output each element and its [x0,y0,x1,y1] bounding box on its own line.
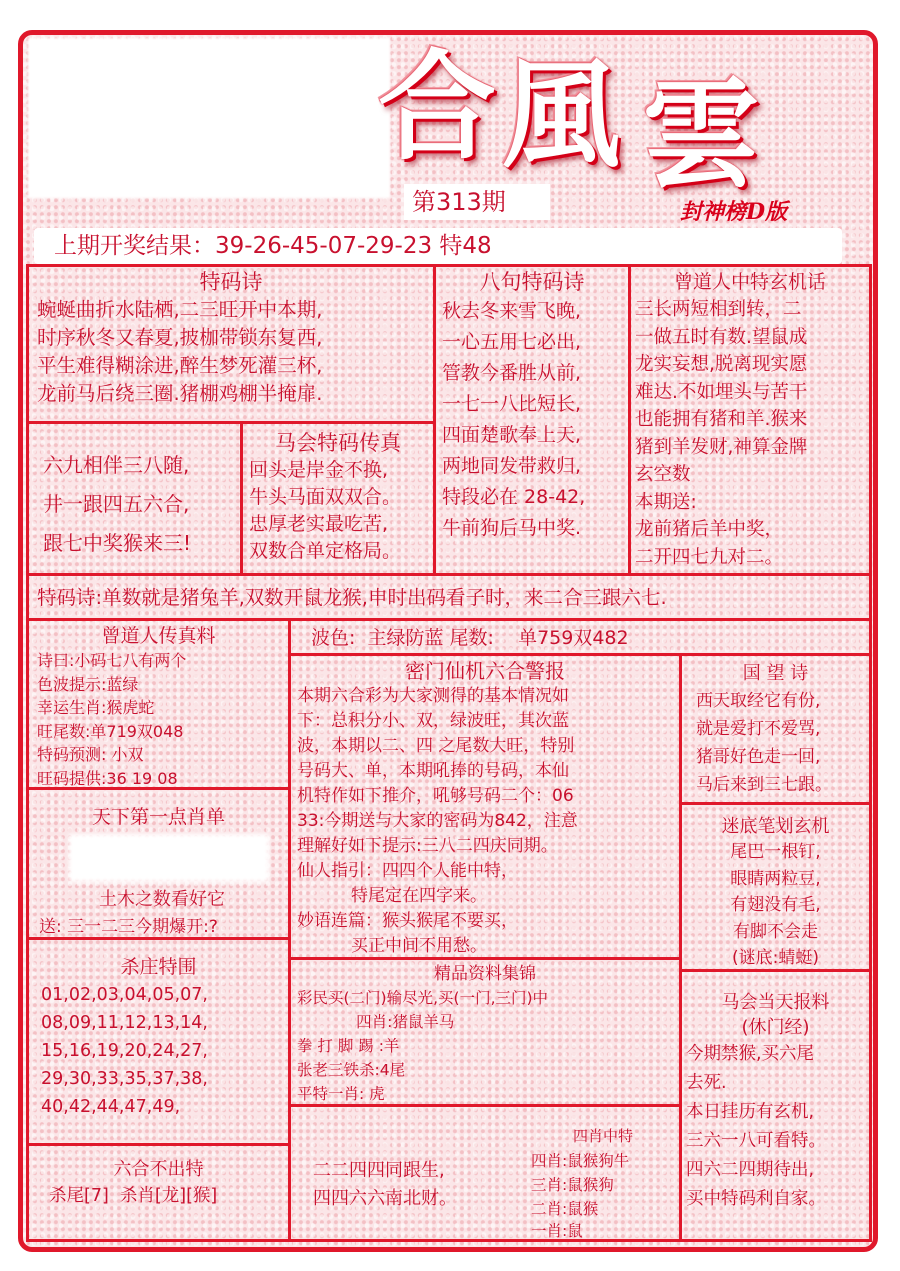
blurred-logo-area [28,38,390,198]
six-nine-box [26,421,243,576]
zeng-line: 本期送: [635,491,697,513]
four-line: 一肖:鼠 [531,1222,583,1240]
mahui-day-title: 马会当天报料 [721,992,830,1013]
guowang-line: 西天取经它有份, [696,691,821,711]
kill-line: 01,02,03,04,05,07, [41,985,208,1005]
four-line: 四肖:鼠猴狗牛 [531,1152,630,1170]
mahui-day-line: 三六一八可看特。 [686,1131,826,1151]
secret-box [288,653,682,960]
eight-line: 一心五用七必出, [442,331,582,353]
secret-line: 妙语连篇：猴头猴尾不要买， [297,911,518,931]
mahui-day-line: 本日挂历有玄机, [686,1102,815,1122]
zeng-fax-line: 特码预测: 小双 [37,745,144,764]
four-title: 四肖中特 [573,1127,634,1145]
couplet-box [288,1104,682,1242]
zeng-line: 玄空数 [635,464,691,485]
jingpin-title: 精品资料集锦 [434,964,536,984]
zeng-fax-line: 诗曰:小码七八有两个 [37,651,187,670]
riddle-box [679,802,872,972]
eight-line: 四面楚歌奉上天, [442,424,582,446]
kill-line: 08,09,11,12,13,14, [41,1013,208,1033]
zeng-fax-line: 色波提示:蓝绿 [37,674,139,694]
zeng-box [628,264,872,576]
secret-line: 理解好如下提示:三八二四庆同期。 [297,836,558,856]
mahui-fax-title: 马会特码传真 [275,431,401,455]
poem-line: 龙前马后绕三圈.猪棚鸡棚半掩扉. [37,382,323,405]
guowang-line: 就是爱打不爱骂, [696,719,821,739]
zeng-line: 二开四七九对二。 [635,546,784,568]
secret-line: 机特作如下推介，吼够号码二个：06 [297,786,574,806]
eight-line: 管教今番胜从前, [442,362,582,384]
zeng-line: 猪到羊发财,神算金牌 [635,436,808,458]
secret-line: 号码大、单，本期吼捧的号码，本仙 [297,761,569,781]
riddle-line: 有翅没有毛, [730,895,821,915]
jingpin-line: 彩民买(二门)输尽光,买(一门,三门)中 [297,989,549,1007]
edition-label: 封神榜D版 [680,199,788,225]
riddle-line: 眼睛两粒豆, [730,868,821,889]
mahui-fax-box [240,421,436,576]
tianxia-box [26,787,291,940]
last-draw-result: 上期开奖结果：39-26-45-07-29-23 特48 [34,228,842,264]
secret-line: 仙人指引：四四个人能中特， [297,861,518,881]
four-line: 二肖:鼠猴 [531,1200,599,1218]
noshow-title: 六合不出特 [113,1159,204,1180]
mahui-day-line: 去死. [686,1073,727,1093]
six-nine-line: 井一跟四五六合, [43,492,190,516]
mahui-fax-line: 双数合单定格局。 [249,540,402,562]
jingpin-line: 四肖:猪鼠羊马 [297,1013,455,1031]
title-char-3: 雲 [642,65,761,204]
couplet-line: 二二四四同跟生, [313,1160,445,1181]
poem-line: 平生难得糊涂进,醉生梦死灌三杯, [37,354,323,377]
zeng-fax-line: 旺码提供:36 19 08 [37,768,178,788]
kill-title: 杀庄特围 [120,956,197,978]
riddle-title: 迷底笔划玄机 [721,816,830,837]
issue-number: 第313期 [404,184,550,220]
eight-line: 两地同发带救归, [442,455,582,477]
eight-line-title: 八句特码诗 [479,270,585,294]
zeng-fax-title: 曾道人传真料 [101,625,216,647]
zeng-line: 龙实妄想,脱离现实愿 [635,354,808,375]
poem-line: 蜿蜒曲折水陆栖,二三旺开中本期, [37,298,323,321]
jingpin-line: 平特一肖: 虎 [297,1085,385,1103]
jingpin-line: 拳 打 脚 踢 :羊 [297,1037,400,1055]
zeng-line: 龙前猪后羊中奖， [635,519,784,540]
poem-line: 时序秋冬又春夏,披枷带锁东复西, [37,326,323,349]
secret-line: 波，本期以二、四 之尾数大旺，特别 [297,736,575,756]
mahui-day-line: 买中特码利自家。 [686,1189,826,1209]
kill-box [26,937,291,1146]
wave-box [288,618,872,656]
zeng-line: 一做五时有数.望鼠成 [635,326,808,348]
title-char-2: 風 [502,45,621,184]
riddle-line: (谜底:蜻蜓) [732,948,819,968]
zeng-fax-box [26,618,291,790]
mahui-day-subtitle: (休门经) [741,1017,810,1038]
zeng-fax-line: 旺尾数:单719双048 [37,721,184,741]
riddle-line: 有脚不会走 [733,921,818,942]
banner-box [26,573,872,621]
poem-box [26,264,436,424]
guowang-box [679,653,872,805]
zeng-title: 曾道人中特玄机话 [673,271,826,293]
tianxia-title: 天下第一点肖单 [91,806,225,828]
eight-line: 特段必在 28-42, [442,486,586,508]
guowang-title: 国 望 诗 [742,663,809,684]
zeng-line: 三长两短相到转，二 [635,299,802,320]
mahui-fax-line: 牛头马面双双合。 [249,486,402,508]
mahui-day-line: 今期禁猴,买六尾 [686,1044,815,1064]
jingpin-line: 张老三铁杀:4尾 [297,1061,406,1079]
kill-line: 40,42,44,47,49, [41,1097,181,1117]
tianxia-line: 送: 三一二三今期爆开:? [39,917,218,937]
riddle-line: 尾巴一根钉, [730,842,821,862]
noshow-box [26,1143,291,1242]
four-line: 三肖:鼠猴狗 [531,1176,614,1194]
mahui-day-box [679,969,872,1242]
zeng-line: 也能拥有猪和羊.猴来 [635,409,808,430]
zeng-fax-line: 幸运生肖:猴虎蛇 [37,698,155,717]
secret-title: 密门仙机六合警报 [405,659,565,683]
guowang-line: 马后来到三七跟。 [696,775,832,795]
tianxia-line: 土木之数看好它 [99,889,225,910]
secret-line: 买正中间不用愁。 [297,936,488,956]
secret-line: 下：总积分小、双，绿波旺，其次蓝 [297,711,569,731]
secret-line: 33:今期送与大家的密码为842，注意 [297,811,578,831]
zeng-line: 难达.不如埋头与苦干 [635,381,808,403]
eight-line: 牛前狗后马中奖. [442,517,582,539]
wave-text: 波色: 主绿防蓝 尾数: 单759双482 [311,627,629,649]
noshow-line: 杀尾[7] 杀肖[龙][猴] [49,1186,218,1206]
six-nine-line: 六九相伴三八随, [43,453,190,477]
mahui-fax-line: 回头是岸金不换, [249,459,389,481]
poem-title: 特码诗 [199,270,263,294]
mahui-fax-line: 忠厚老实最吃苦, [249,513,389,535]
secret-line: 本期六合彩为大家测得的基本情况如 [297,686,569,706]
six-nine-line: 跟七中奖猴来三! [43,531,192,555]
banner-text: 特码诗:单数就是猪兔羊,双数开鼠龙猴,申时出码看子时，来二合三跟六七. [37,586,667,609]
kill-line: 29,30,33,35,37,38, [41,1069,208,1089]
kill-line: 15,16,19,20,24,27, [41,1041,208,1061]
guowang-line: 猪哥好色走一回, [696,747,821,767]
couplet-line: 四四六六南北财。 [313,1188,457,1209]
eight-line-box [433,264,631,576]
blurred-area [69,834,269,882]
secret-line: 特尾定在四字来。 [297,886,488,906]
eight-line: 秋去冬来雪飞晚, [442,300,582,322]
eight-line: 一七一八比短长, [442,393,582,415]
jingpin-box [288,957,682,1107]
mahui-day-line: 四六二四期待出, [686,1160,815,1180]
title-char-1: 合 [378,37,497,176]
